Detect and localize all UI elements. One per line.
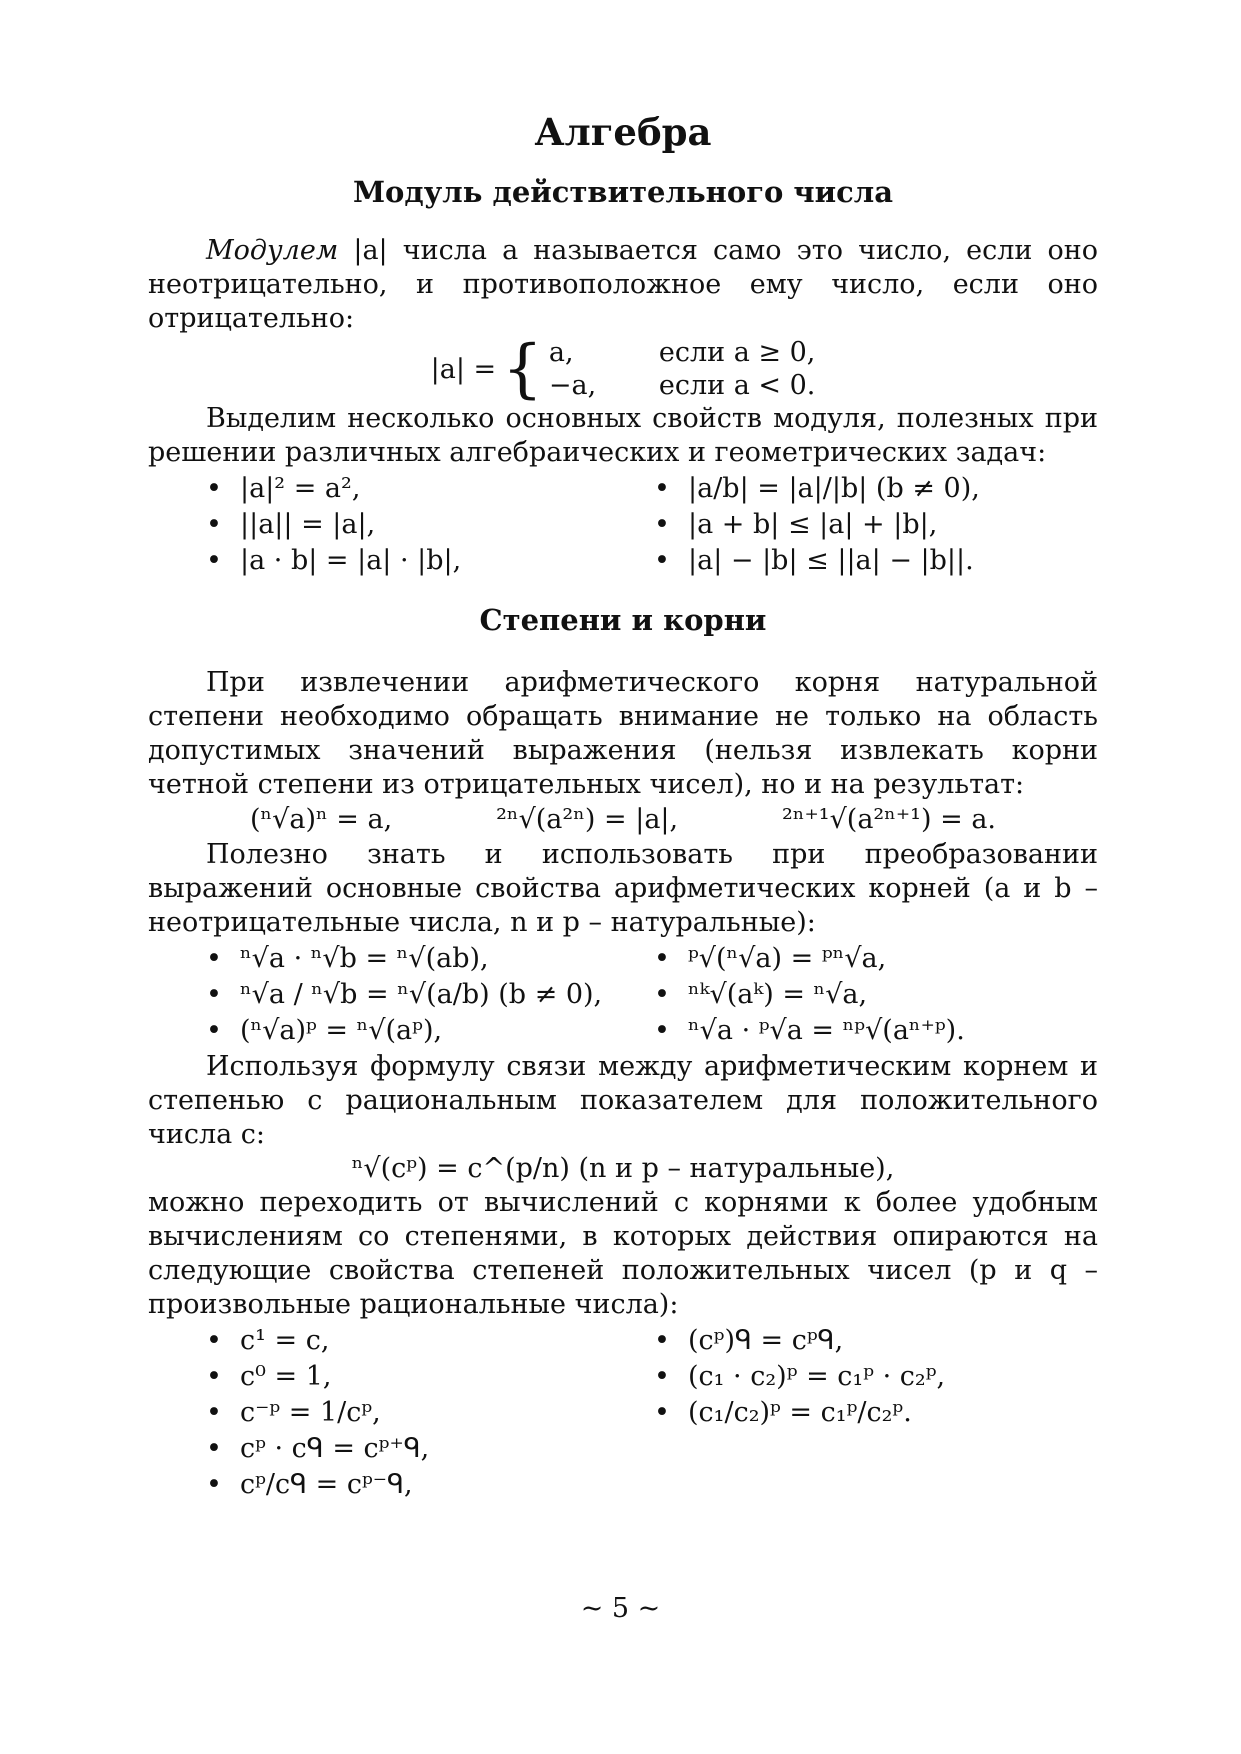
modulus-props-right [654, 470, 1098, 580]
roots-props-right [654, 940, 1098, 1050]
list-item: • ⁿ√a · ⁿ√b = ⁿ√(ab), [206, 942, 654, 976]
list-item: • cᵖ · cᑫ = cᵖ⁺ᑫ, [206, 1432, 654, 1466]
page-title: Алгебра [534, 110, 712, 154]
roots-properties [148, 940, 1098, 1050]
root-power-link-outro: можно переходить от вычислений с корнями к более удобным вычислениям со степенями, в которых действия опираются на следующие свойства степеней положительных чисел (p и q – произвольные рациональные числа): [148, 1186, 1098, 1320]
cases-lhs: |a| = [430, 353, 497, 385]
modulus-cases-formula [148, 332, 1098, 407]
definition-text: |a| числа a называется само это число, если оно неотрицательно, и противоположное ему число, если оно отрицательно: [148, 235, 1098, 335]
root-formula: (ⁿ√a)ⁿ = a, [249, 803, 393, 835]
list-item: • |a/b| = |a|/|b| (b ≠ 0), [654, 472, 1098, 506]
list-item: • |a| − |b| ≤ ||a| − |b||. [654, 544, 1098, 578]
root-formulas [198, 802, 1048, 838]
roots-intro: При извлечении арифметического корня натуральной степени необходимо обращать внимание не только на область допустимых значений выражения (нельзя извлекать корни четной степени из отрицательных чисел), но и на результат: [148, 666, 1098, 800]
modulus-props-left [148, 470, 654, 580]
case-2-expr: −a, [548, 370, 597, 402]
list-item: • (ⁿ√a)ᵖ = ⁿ√(aᵖ), [206, 1014, 654, 1048]
list-item: • cᵖ/cᑫ = cᵖ⁻ᑫ, [206, 1468, 654, 1502]
root-power-link-intro: Используя формулу связи между арифметическим корнем и степенью с рациональным показателем для положительного числа c: [148, 1050, 1098, 1150]
power-props-right [654, 1322, 1098, 1504]
page-content [148, 110, 1098, 1504]
list-item: • (c₁/c₂)ᵖ = c₁ᵖ/c₂ᵖ. [654, 1396, 1098, 1430]
root-formula: ²ⁿ√(a²ⁿ) = |a|, [496, 803, 679, 835]
list-item: • ⁿ√a / ⁿ√b = ⁿ√(a/b) (b ≠ 0), [206, 978, 654, 1012]
left-brace-icon: { [502, 332, 543, 407]
modulus-properties [148, 470, 1098, 580]
root-power-link-formula: ⁿ√(cᵖ) = c^(p/n) (n и p – натуральные), [351, 1152, 895, 1184]
section-title-roots: Степени и корни [479, 603, 767, 638]
case-2-cond: если a < 0. [658, 370, 816, 402]
page-number: ~ 5 ~ [580, 1593, 661, 1624]
list-item: • |a · b| = |a| · |b|, [206, 544, 654, 578]
list-item: • |a|² = a², [206, 472, 654, 506]
cases-grid [549, 336, 815, 402]
list-item: • c⁰ = 1, [206, 1360, 654, 1394]
section-title-modulus: Модуль действительного числа [352, 175, 894, 210]
list-item: • ⁿ√a · ᵖ√a = ⁿᵖ√(aⁿ⁺ᵖ). [654, 1014, 1098, 1048]
list-item: • ᵖ√(ⁿ√a) = ᵖⁿ√a, [654, 942, 1098, 976]
list-item: • c⁻ᵖ = 1/cᵖ, [206, 1396, 654, 1430]
roots-props-left [148, 940, 654, 1050]
list-item: • ||a|| = |a|, [206, 508, 654, 542]
roots-properties-intro: Полезно знать и использовать при преобразовании выражений основные свойства арифметических корней (a и b – неотрицательные числа, n и p – натуральные): [148, 838, 1098, 938]
list-item: • c¹ = c, [206, 1324, 654, 1358]
case-1-expr: a, [548, 337, 574, 369]
modulus-definition [148, 234, 1098, 336]
list-item: • (c₁ · c₂)ᵖ = c₁ᵖ · c₂ᵖ, [654, 1360, 1098, 1394]
list-item: • (cᵖ)ᑫ = cᵖᑫ, [654, 1324, 1098, 1358]
root-formula: ²ⁿ⁺¹√(a²ⁿ⁺¹) = a. [782, 803, 997, 835]
case-1-cond: если a ≥ 0, [658, 337, 816, 369]
list-item: • |a + b| ≤ |a| + |b|, [654, 508, 1098, 542]
power-props-left [148, 1322, 654, 1504]
list-item: • ⁿᵏ√(aᵏ) = ⁿ√a, [654, 978, 1098, 1012]
definition-term: Модулем [206, 235, 339, 267]
power-properties [148, 1322, 1098, 1504]
modulus-properties-intro: Выделим несколько основных свойств модуля, полезных при решении различных алгебраических и геометрических задач: [148, 403, 1098, 469]
